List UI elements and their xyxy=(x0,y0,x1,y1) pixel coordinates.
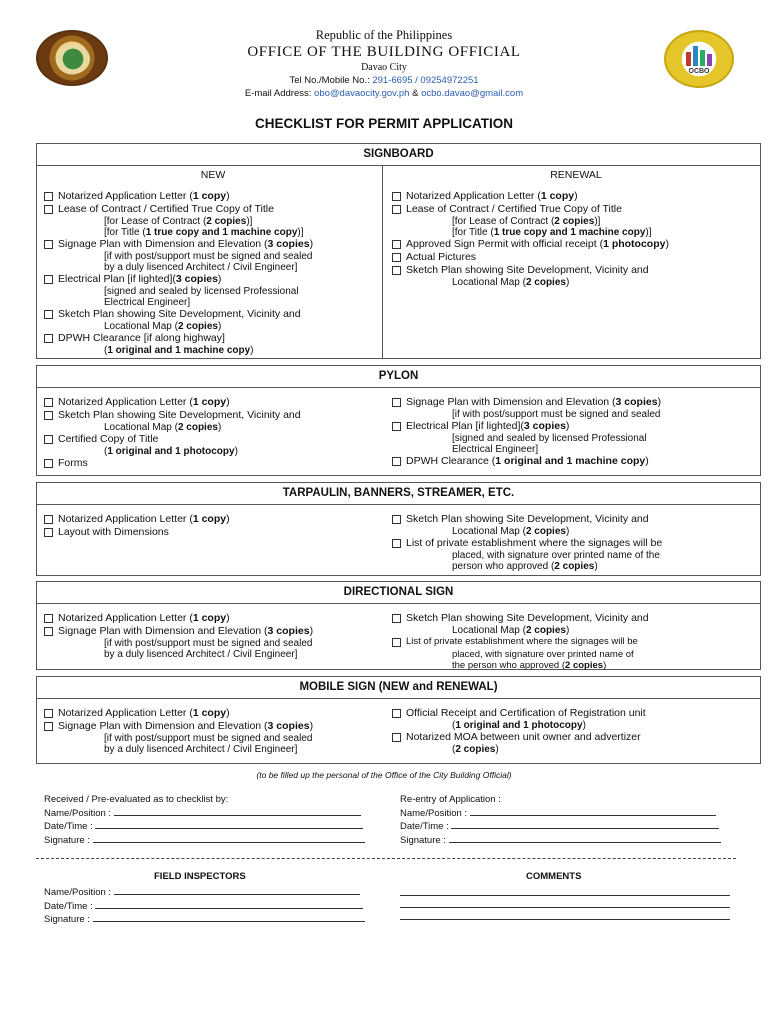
tel-line: Tel No./Mobile No.: 291-6695 / 09254972251 xyxy=(289,75,479,86)
checkbox[interactable] xyxy=(44,275,53,284)
reentry-date-line[interactable] xyxy=(451,820,719,829)
checkbox[interactable] xyxy=(44,398,53,407)
checkbox[interactable] xyxy=(392,192,401,201)
city-name: Davao City xyxy=(361,62,407,73)
checkbox[interactable] xyxy=(392,240,401,249)
divider xyxy=(36,858,736,859)
checkbox[interactable] xyxy=(392,266,401,275)
checkbox[interactable] xyxy=(392,515,401,524)
field-signature-line[interactable] xyxy=(93,913,365,922)
checkbox[interactable] xyxy=(44,240,53,249)
ocbo-logo-text: OCBO xyxy=(688,68,710,75)
reentry-name-line[interactable] xyxy=(470,807,716,816)
mobile-left-column: Notarized Application Letter (1 copy) Signage Plan with Dimension and Elevation (3 copies) [if with post/support must be signed and sealed by a duly lisenced Architect / Civil Engineer] xyxy=(37,699,387,755)
checkbox[interactable] xyxy=(44,411,53,420)
reentry-heading: Re-entry of Application : xyxy=(400,794,501,805)
email-link-1[interactable]: obo@davaocity.gov.ph xyxy=(314,88,410,99)
checkbox[interactable] xyxy=(44,515,53,524)
email-line: E-mail Address: obo@davaocity.gov.ph & ocbo.davao@gmail.com xyxy=(244,88,524,99)
tel-number: 291-6695 / 09254972251 xyxy=(372,75,479,86)
mobile-section xyxy=(36,676,761,764)
signboard-heading: SIGNBOARD xyxy=(37,144,760,166)
comment-line[interactable] xyxy=(400,907,730,908)
checkbox[interactable] xyxy=(392,539,401,548)
new-label: NEW xyxy=(200,169,226,181)
signboard-section xyxy=(36,143,761,359)
directional-section xyxy=(36,581,761,670)
checkbox[interactable] xyxy=(392,733,401,742)
checkbox[interactable] xyxy=(44,528,53,537)
checkbox[interactable] xyxy=(392,709,401,718)
checkbox[interactable] xyxy=(44,205,53,214)
tarpaulin-left-column: Notarized Application Letter (1 copy) Layout with Dimensions xyxy=(37,505,387,572)
received-heading: Received / Pre-evaluated as to checklist by: xyxy=(44,794,229,805)
field-inspectors-block: Name/Position : Date/Time : Signature : xyxy=(44,886,365,927)
checkbox[interactable] xyxy=(44,627,53,636)
comments-heading: COMMENTS xyxy=(526,871,582,882)
field-date-line[interactable] xyxy=(95,900,363,909)
signboard-new-column: NEW Notarized Application Letter (1 copy) Lease of Contract / Certified True Copy of Title [for Lease of Contract (2 copies)] [for Title (1 true copy and 1 machine copy)] Signage Plan with Dimension and Elevation (3 copies) [if with post/support must be signed and sealed by a duly lisenced Architect / Civil Engineer] Electrical Plan [if lighted](3 copies) [signed and sealed by licensed Professional Electrical Engineer] Sketch Plan showing Site Development, Vicinity and Locational Map (2 copies) DPWH Clearance [if along highway] (1 original and 1 machine copy) xyxy=(37,166,383,358)
letterhead xyxy=(0,28,768,100)
mobile-right-column: Official Receipt and Certification of Registration unit (1 original and 1 photocopy) Notarized MOA between unit owner and advertizer (2 copies) xyxy=(387,699,760,755)
checkbox[interactable] xyxy=(392,457,401,466)
checkbox[interactable] xyxy=(44,459,53,468)
field-inspectors-heading: FIELD INSPECTORS xyxy=(154,871,246,882)
reentry-signature-line[interactable] xyxy=(449,834,721,843)
page-title: CHECKLIST FOR PERMIT APPLICATION xyxy=(255,116,513,131)
pylon-right-column: Signage Plan with Dimension and Elevation (3 copies) [if with post/support must be signed and sealed Electrical Plan [if lighted](3 copies) [signed and sealed by licensed Professional Electrical Engineer] DPWH Clearance (1 original and 1 machine copy) xyxy=(387,388,760,470)
directional-left-column: Notarized Application Letter (1 copy) Signage Plan with Dimension and Elevation (3 copies) [if with post/support must be signed and sealed by a duly lisenced Architect / Civil Engineer] xyxy=(37,604,387,671)
pylon-section xyxy=(36,365,761,476)
renewal-label: RENEWAL xyxy=(550,169,602,181)
checkbox[interactable] xyxy=(44,435,53,444)
tarpaulin-section xyxy=(36,482,761,576)
tarpaulin-right-column: Sketch Plan showing Site Development, Vicinity and Locational Map (2 copies) List of private establishment where the signages will be placed, with signature over printed name of the person who approved (2 copies) xyxy=(387,505,760,572)
checkbox[interactable] xyxy=(392,253,401,262)
tarpaulin-heading: TARPAULIN, BANNERS, STREAMER, ETC. xyxy=(37,483,760,505)
checkbox[interactable] xyxy=(44,722,53,731)
field-name-line[interactable] xyxy=(114,886,360,895)
republic-line: Republic of the Philippines xyxy=(315,28,453,42)
checkbox[interactable] xyxy=(44,614,53,623)
office-name: OFFICE OF THE BUILDING OFFICIAL xyxy=(247,44,521,60)
checkbox[interactable] xyxy=(392,205,401,214)
checkbox[interactable] xyxy=(392,638,401,647)
received-signature-line[interactable] xyxy=(93,834,365,843)
email-link-2[interactable]: ocbo.davao@gmail.com xyxy=(421,88,524,99)
office-use-note: (to be filled up the personal of the Office of the City Building Official) xyxy=(256,770,512,780)
pylon-heading: PYLON xyxy=(37,366,760,388)
reentry-block: Re-entry of Application : Name/Position : Date/Time : Signature : xyxy=(400,794,721,847)
directional-right-column: Sketch Plan showing Site Development, Vicinity and Locational Map (2 copies) List of private establishment where the signages will be placed, with signature over printed name of the person who approved (2 copies) xyxy=(387,604,760,671)
pylon-left-column: Notarized Application Letter (1 copy) Sketch Plan showing Site Development, Vicinity and Locational Map (2 copies) Certified Copy of Title (1 original and 1 photocopy) Forms xyxy=(37,388,387,470)
checkbox[interactable] xyxy=(44,709,53,718)
checkbox[interactable] xyxy=(392,614,401,623)
checkbox[interactable] xyxy=(392,398,401,407)
signboard-renewal-column: RENEWAL Notarized Application Letter (1 copy) Lease of Contract / Certified True Copy of Title [for Lease of Contract (2 copies)] [for Title (1 true copy and 1 machine copy)] Approved Sign Permit with official receipt (1 photocopy) Actual Pictures Sketch Plan showing Site Development, Vicinity and Locational Map (2 copies) xyxy=(383,166,760,358)
comment-line[interactable] xyxy=(400,919,730,920)
mobile-heading: MOBILE SIGN (NEW and RENEWAL) xyxy=(37,677,760,699)
checkbox[interactable] xyxy=(392,422,401,431)
received-name-line[interactable] xyxy=(114,807,361,816)
directional-heading: DIRECTIONAL SIGN xyxy=(37,582,760,604)
received-date-line[interactable] xyxy=(95,820,363,829)
received-block: Received / Pre-evaluated as to checklist by: Name/Position : Date/Time : Signature : xyxy=(44,794,365,847)
comment-line[interactable] xyxy=(400,895,730,896)
checkbox[interactable] xyxy=(44,192,53,201)
checkbox[interactable] xyxy=(44,334,53,343)
checkbox[interactable] xyxy=(44,310,53,319)
